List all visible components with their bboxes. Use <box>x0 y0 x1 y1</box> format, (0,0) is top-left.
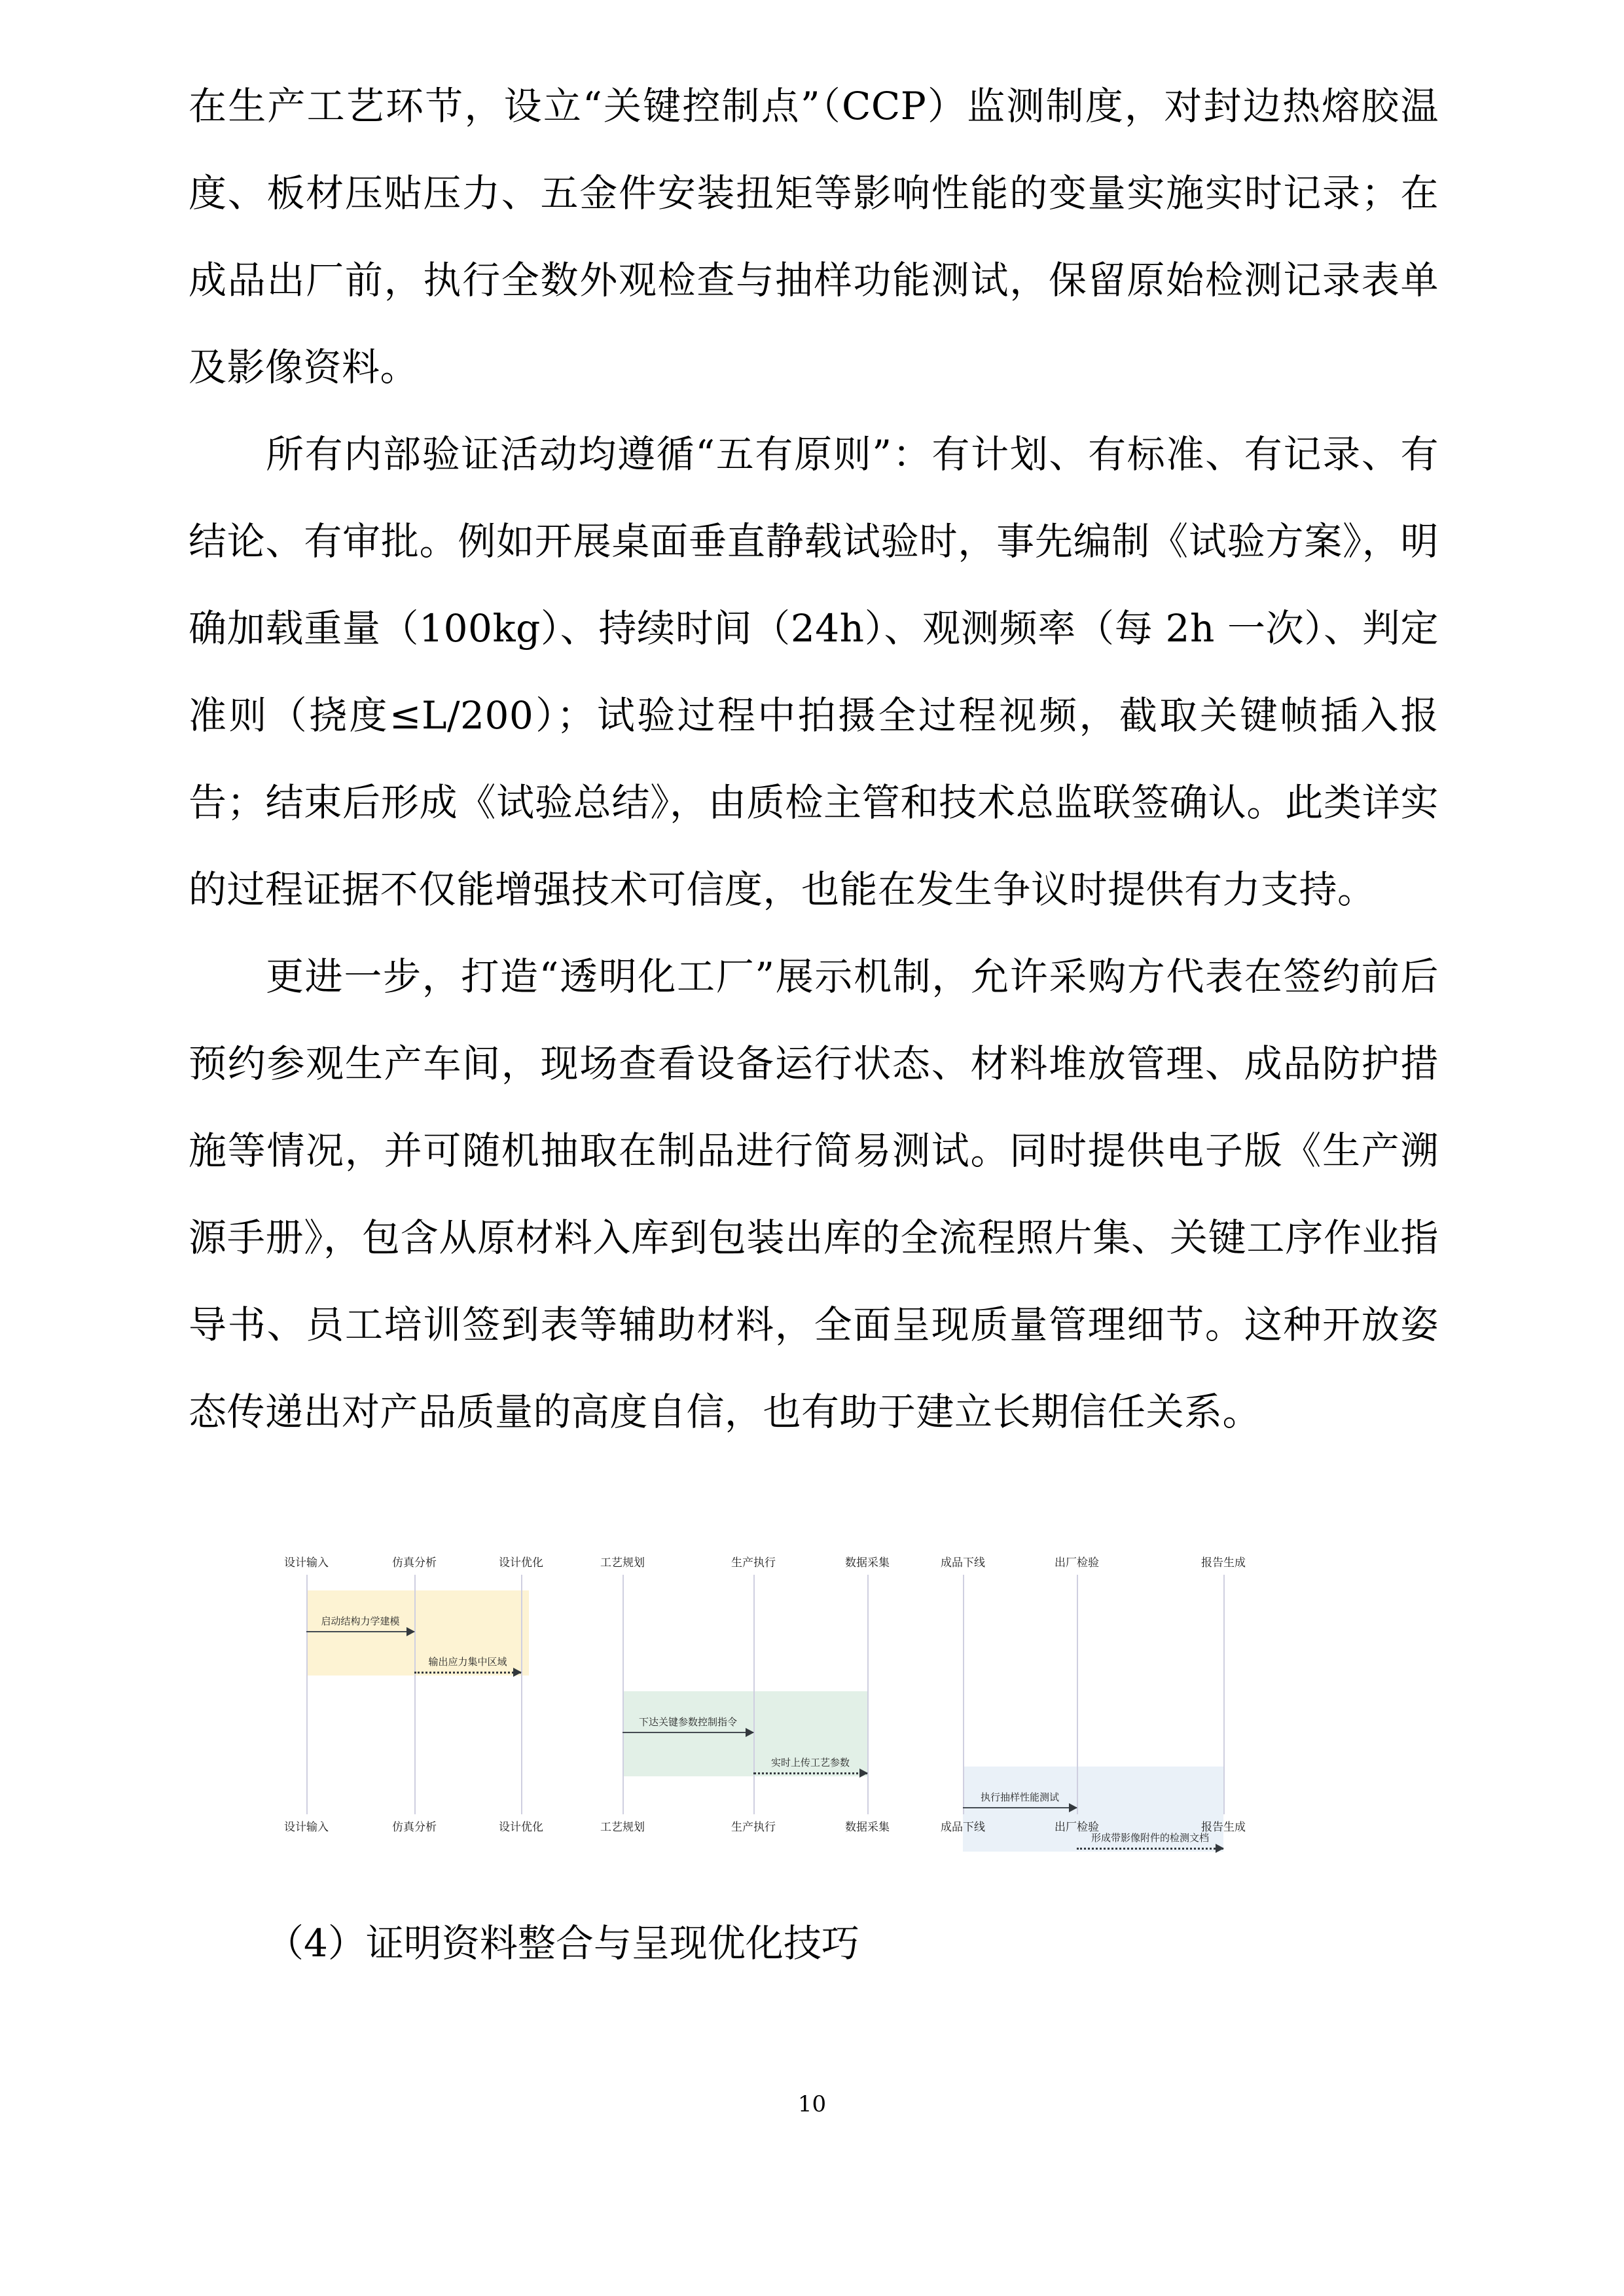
participant-label-top-7: 成品下线 <box>941 1556 985 1570</box>
message-1-label: 启动结构力学建模 <box>321 1615 400 1627</box>
message-1-line <box>306 1631 414 1632</box>
participant-label-bottom-5: 生产执行 <box>731 1821 776 1834</box>
participant-label-top-2: 仿真分析 <box>392 1556 437 1570</box>
participant-label-top-6: 数据采集 <box>845 1556 890 1570</box>
message-4-arrowhead <box>859 1768 868 1778</box>
message-3 <box>623 1716 753 1733</box>
message-3-label: 下达关键参数控制指令 <box>638 1716 738 1728</box>
message-2-line <box>414 1672 521 1674</box>
message-6 <box>1077 1832 1223 1849</box>
participant-label-top-4: 工艺规划 <box>600 1556 645 1570</box>
message-3-arrowhead <box>746 1728 754 1737</box>
participant-label-bottom-1: 设计输入 <box>284 1821 329 1834</box>
page-number: 10 <box>797 2091 827 2117</box>
participant-label-bottom-7: 成品下线 <box>941 1821 985 1834</box>
participant-label-bottom-9: 报告生成 <box>1201 1821 1246 1834</box>
paragraph-1: 在生产工艺环节，设立“关键控制点”（CCP）监测制度，对封边热熔胶温度、板材压贴压力、五金件安装扭矩等影响性能的变量实施实时记录；在成品出厂前，执行全数外观检查与抽样功能测试，保留原始检测记录表单及影像资料。 <box>189 84 1439 389</box>
message-5-label: 执行抽样性能测试 <box>980 1791 1060 1803</box>
paragraph-2: 所有内部验证活动均遵循“五有原则”：有计划、有标准、有记录、有结论、有审批。例如开展桌面垂直静载试验时，事先编制《试验方案》，明确加载重量（100kg）、持续时间（24h）、观测频率（每 2h 一次）、判定准则（挠度≤L/200）；试验过程中拍摄全过程视频，截取关键帧插入报告；结束后形成《试验总结》，由质检主管和技术总监联签确认。此类详实的过程证据不仅能增强技术可信度，也能在发生争议时提供有力支持。 <box>189 432 1439 912</box>
message-2-arrowhead <box>513 1668 522 1677</box>
message-5 <box>963 1791 1077 1808</box>
message-4-label: 实时上传工艺参数 <box>770 1757 850 1768</box>
lifeline-2 <box>414 1575 416 1814</box>
participant-label-bottom-6: 数据采集 <box>845 1821 890 1834</box>
message-6-label: 形成带影像附件的检测文档 <box>1091 1832 1210 1844</box>
message-5-arrowhead <box>1069 1803 1077 1812</box>
section-subheading: （4）证明资料整合与呈现优化技巧 <box>266 1921 859 1965</box>
message-2 <box>414 1656 521 1673</box>
message-1 <box>306 1615 414 1632</box>
lifeline-5 <box>753 1575 755 1814</box>
participant-label-top-1: 设计输入 <box>284 1556 329 1570</box>
participant-label-top-5: 生产执行 <box>731 1556 776 1570</box>
page-content <box>189 0 1439 1971</box>
message-4 <box>753 1757 867 1774</box>
participant-label-top-3: 设计优化 <box>499 1556 543 1570</box>
lifeline-3 <box>521 1575 522 1814</box>
lifeline-7 <box>963 1575 964 1814</box>
message-1-arrowhead <box>406 1627 415 1636</box>
participant-label-top-9: 报告生成 <box>1201 1556 1246 1570</box>
lifeline-8 <box>1077 1575 1078 1814</box>
lifeline-1 <box>306 1575 308 1814</box>
participant-label-bottom-8: 出厂检验 <box>1055 1821 1099 1834</box>
sequence-diagram-figure <box>189 1534 1439 1855</box>
participant-label-bottom-3: 设计优化 <box>499 1821 543 1834</box>
participant-label-top-8: 出厂检验 <box>1055 1556 1099 1570</box>
paragraph-3: 更进一步，打造“透明化工厂”展示机制，允许采购方代表在签约前后预约参观生产车间，现场查看设备运行状态、材料堆放管理、成品防护措施等情况，并可随机抽取在制品进行简易测试。同时提供电子版《生产溯源手册》，包含从原材料入库到包装出库的全流程照片集、关键工序作业指导书、员工培训签到表等辅助材料，全面呈现质量管理细节。这种开放姿态传递出对产品质量的高度自信，也有助于建立长期信任关系。 <box>189 954 1439 1434</box>
sequence-diagram <box>257 1534 1370 1855</box>
participant-label-bottom-2: 仿真分析 <box>392 1821 437 1834</box>
participant-label-bottom-4: 工艺规划 <box>600 1821 645 1834</box>
message-6-line <box>1077 1848 1223 1850</box>
message-4-line <box>753 1772 867 1774</box>
lifeline-6 <box>867 1575 869 1814</box>
message-2-label: 输出应力集中区域 <box>428 1656 507 1668</box>
message-6-arrowhead <box>1216 1844 1224 1853</box>
message-5-line <box>963 1807 1077 1808</box>
message-3-line <box>623 1732 753 1733</box>
lifeline-9 <box>1223 1575 1225 1814</box>
lifeline-4 <box>623 1575 624 1814</box>
